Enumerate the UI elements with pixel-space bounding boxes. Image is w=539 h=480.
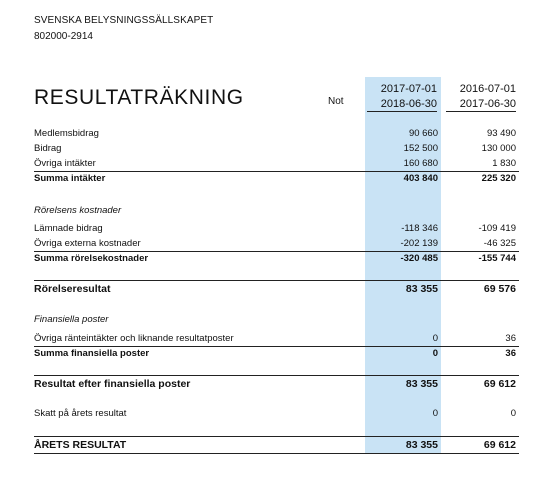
row-label: ÅRETS RESULTAT <box>34 439 127 451</box>
note-column-header: Not <box>328 96 344 107</box>
row-label: Summa rörelsekostnader <box>34 253 149 264</box>
previous-value: 69 612 <box>483 378 516 390</box>
section-heading: Finansiella poster <box>34 314 109 325</box>
current-value: 0 <box>432 333 438 344</box>
current-value: 403 840 <box>403 173 438 184</box>
previous-value: 69 576 <box>483 283 516 295</box>
row-skatt <box>0 407 539 421</box>
row-label: Övriga intäkter <box>34 158 96 169</box>
current-value: 83 355 <box>405 378 438 390</box>
previous-value: -109 419 <box>478 223 516 234</box>
row-label: Summa intäkter <box>34 173 106 184</box>
page-title: RESULTATRÄKNING <box>34 86 244 109</box>
current-header-rule <box>367 111 437 112</box>
row-rorelseresultat <box>0 282 539 296</box>
previous-value: 130 000 <box>481 143 516 154</box>
current-period-header <box>367 82 437 112</box>
total-rule <box>34 280 519 281</box>
previous-period-end: 2017-06-30 <box>459 98 516 110</box>
current-value: 0 <box>432 348 438 359</box>
current-period-end: 2018-06-30 <box>380 98 437 110</box>
current-value: 0 <box>432 408 438 419</box>
organization-name: SVENSKA BELYSNINGSSÄLLSKAPET <box>34 15 214 26</box>
previous-value: 1 830 <box>492 158 516 169</box>
current-value: -118 346 <box>401 223 438 234</box>
current-value: -202 139 <box>400 238 438 249</box>
row-arets-resultat <box>0 438 539 452</box>
section-rorelsens-kostnader <box>0 204 539 218</box>
total-rule <box>34 375 519 376</box>
row-summa-intakter <box>0 172 539 186</box>
row-label: Lämnade bidrag <box>34 223 103 234</box>
row-label: Rörelseresultat <box>34 283 111 295</box>
total-rule <box>34 436 519 437</box>
row-resultat-efter-finansiella-poster <box>0 377 539 391</box>
organization-number: 802000-2914 <box>34 31 93 42</box>
row-medlemsbidrag <box>0 127 539 141</box>
row-label: Skatt på årets resultat <box>34 408 127 419</box>
row-ovriga-ranteintakter <box>0 332 539 346</box>
row-label: Summa finansiella poster <box>34 348 150 359</box>
section-heading: Rörelsens kostnader <box>34 205 122 216</box>
section-finansiella-poster <box>0 313 539 327</box>
previous-period-start: 2016-07-01 <box>459 83 516 95</box>
previous-value: 36 <box>505 348 516 359</box>
row-ovriga-intakter <box>0 157 539 171</box>
previous-value: 0 <box>510 408 516 419</box>
previous-value: 69 612 <box>483 439 516 451</box>
row-label: Övriga externa kostnader <box>34 238 141 249</box>
current-value: 83 355 <box>405 283 438 295</box>
row-label: Medlemsbidrag <box>34 128 99 139</box>
row-ovriga-externa-kostnader <box>0 237 539 251</box>
current-value: 152 500 <box>403 143 438 154</box>
current-value: -320 485 <box>400 253 438 264</box>
previous-value: -155 744 <box>478 253 516 264</box>
bottom-rule <box>34 453 519 454</box>
row-summa-rorelsekostnader <box>0 252 539 266</box>
previous-value: -46 325 <box>483 238 516 249</box>
previous-value: 225 320 <box>481 173 516 184</box>
row-bidrag <box>0 142 539 156</box>
current-period-start: 2017-07-01 <box>380 83 437 95</box>
previous-value: 36 <box>505 333 516 344</box>
row-lamnade-bidrag <box>0 222 539 236</box>
row-summa-finansiella-poster <box>0 347 539 361</box>
current-value: 83 355 <box>405 439 438 451</box>
previous-value: 93 490 <box>486 128 516 139</box>
current-value: 90 660 <box>408 128 438 139</box>
current-value: 160 680 <box>403 158 438 169</box>
row-label: Bidrag <box>34 143 62 154</box>
row-label: Resultat efter finansiella poster <box>34 378 191 390</box>
previous-period-header <box>446 82 516 112</box>
previous-header-rule <box>446 111 516 112</box>
row-label: Övriga ränteintäkter och liknande resultatposter <box>34 333 234 344</box>
